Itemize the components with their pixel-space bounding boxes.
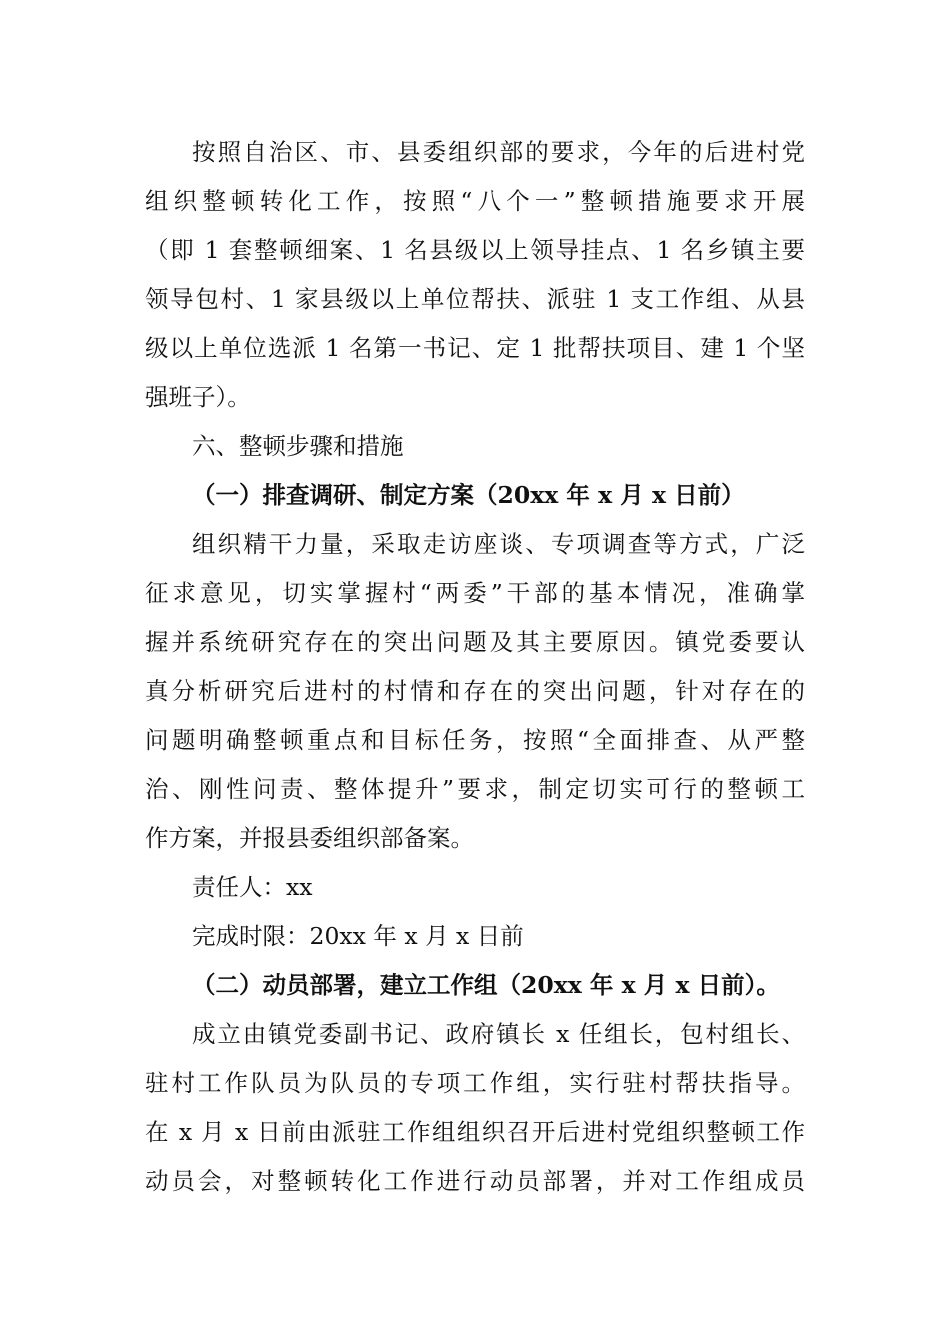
paragraph-line: 握并系统研究存在的突出问题及其主要原因。镇党委要认: [145, 628, 805, 656]
section-heading: 六、整顿步骤和措施: [192, 432, 404, 460]
subsection-heading: （二）动员部署，建立工作组（20xx 年 x 月 x 日前）。: [192, 971, 780, 999]
paragraph-line: 作方案，并报县委组织部备案。: [145, 824, 474, 852]
deadline: 完成时限：20xx 年 x 月 x 日前: [192, 922, 524, 950]
paragraph-line: 组织整顿转化工作，按照“八个一”整顿措施要求开展: [145, 187, 805, 215]
paragraph-line: 成立由镇党委副书记、政府镇长 x 任组长，包村组长、: [192, 1020, 805, 1048]
paragraph-line: 领导包村、1 家县级以上单位帮扶、派驻 1 支工作组、从县: [145, 285, 805, 313]
paragraph-line: 驻村工作队员为队员的专项工作组，实行驻村帮扶指导。: [145, 1069, 805, 1097]
paragraph-line: 真分析研究后进村的村情和存在的突出问题，针对存在的: [145, 677, 805, 705]
responsible-person: 责任人：xx: [192, 873, 313, 901]
subsection-heading: （一）排查调研、制定方案（20xx 年 x 月 x 日前）: [192, 481, 745, 509]
paragraph-line: 动员会，对整顿转化工作进行动员部署，并对工作组成员: [145, 1167, 805, 1195]
paragraph-line: 强班子）。: [145, 383, 251, 411]
paragraph-line: 组织精干力量，采取走访座谈、专项调查等方式，广泛: [192, 530, 805, 558]
paragraph-line: 级以上单位选派 1 名第一书记、定 1 批帮扶项目、建 1 个坚: [145, 334, 805, 362]
paragraph-line: 在 x 月 x 日前由派驻工作组组织召开后进村党组织整顿工作: [145, 1118, 805, 1146]
paragraph-line: 按照自治区、市、县委组织部的要求，今年的后进村党: [192, 138, 805, 166]
paragraph-line: （即 1 套整顿细案、1 名县级以上领导挂点、1 名乡镇主要: [145, 236, 805, 264]
paragraph-line: 征求意见，切实掌握村“两委”干部的基本情况，准确掌: [145, 579, 805, 607]
paragraph-line: 治、刚性问责、整体提升”要求，制定切实可行的整顿工: [145, 775, 805, 803]
paragraph-line: 问题明确整顿重点和目标任务，按照“全面排查、从严整: [145, 726, 805, 754]
document-body: [145, 128, 805, 1206]
